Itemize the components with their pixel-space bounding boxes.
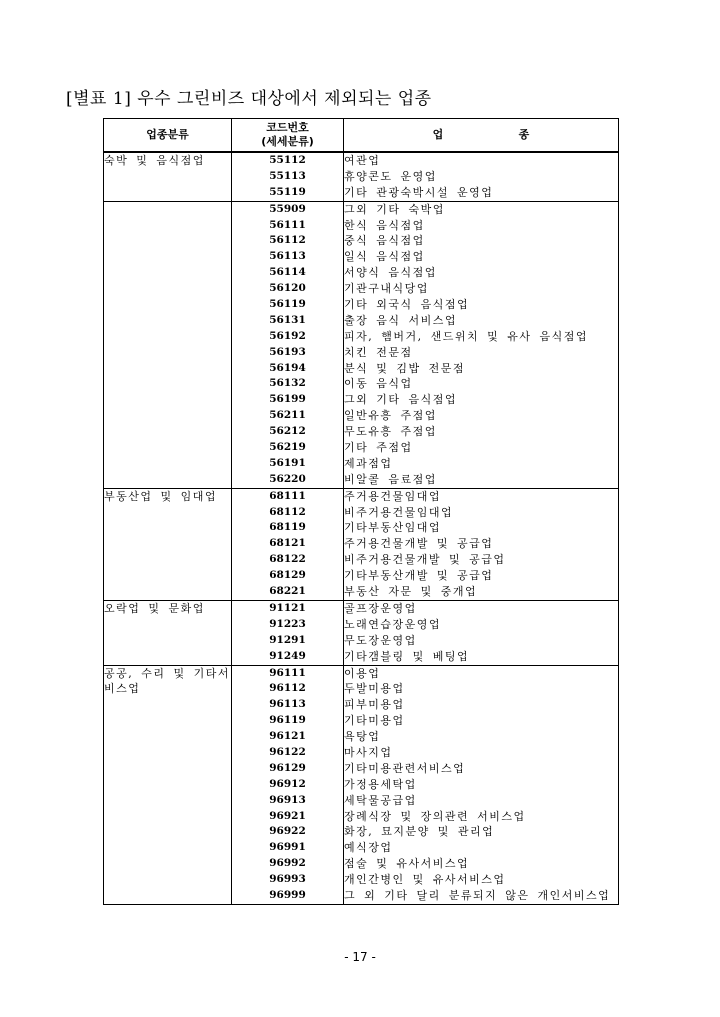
- industry-name: 개인간병인 및 유사서비스업: [344, 873, 506, 887]
- industry-name: 한식 음식점업: [344, 218, 425, 232]
- industry-code: 55909: [269, 202, 306, 215]
- industry-name: 주거용건물개발 및 공급업: [344, 537, 494, 551]
- group-row: [104, 600, 619, 665]
- industry-code: 56120: [269, 282, 306, 295]
- industry-name: 그 외 기타 달리 분류되지 않은 개인서비스업: [344, 888, 611, 902]
- industry-code: 56211: [269, 409, 306, 422]
- industry-name: 가정용세탁업: [344, 777, 417, 791]
- table-header-row: [104, 119, 619, 153]
- industry-code: 91223: [269, 617, 306, 630]
- code-cell: [232, 152, 344, 201]
- industry-name: 이동 음식업: [344, 377, 413, 391]
- industry-code: 56212: [269, 425, 306, 438]
- industry-name: 노래연습장운영업: [344, 617, 442, 631]
- industry-code: 68122: [269, 553, 306, 566]
- industry-name: 치킨 전문점: [344, 345, 413, 359]
- industry-name: 기타미용관련서비스업: [344, 761, 466, 775]
- industry-code: 56113: [269, 250, 306, 263]
- industry-name: 이용업: [344, 666, 381, 680]
- industry-name: 피부미용업: [344, 698, 405, 712]
- industry-name: 기타미용업: [344, 714, 405, 728]
- group-row: [104, 152, 619, 201]
- industry-code: 68111: [269, 489, 306, 502]
- industry-name-cell: [344, 152, 619, 201]
- header-code: [232, 119, 344, 153]
- industry-name-cell: [344, 665, 619, 904]
- industry-code: 56111: [269, 218, 306, 231]
- industry-code: 55119: [269, 185, 306, 198]
- industry-name: 서양식 음식점업: [344, 266, 437, 280]
- excluded-industries-table: [103, 118, 619, 905]
- industry-code: 96111: [269, 666, 306, 679]
- industry-name: 비주거용건물개발 및 공급업: [344, 553, 506, 567]
- industry-name-cell: [344, 488, 619, 600]
- code-cell: [232, 488, 344, 600]
- industry-name: 여관업: [344, 154, 381, 167]
- group-row: [104, 201, 619, 488]
- category-cell: 부동산업 및 임대업: [104, 488, 232, 600]
- industry-name: 예식장업: [344, 841, 393, 855]
- group-row: [104, 488, 619, 600]
- industry-name: 비알콜 음료점업: [344, 472, 437, 486]
- industry-name: 그외 기타 숙박업: [344, 202, 445, 216]
- industry-name: 두발미용업: [344, 682, 405, 696]
- industry-code: 56112: [269, 234, 306, 247]
- industry-code: 91121: [269, 601, 306, 614]
- industry-name: 제과점업: [344, 456, 393, 470]
- industry-code: 96992: [269, 857, 306, 870]
- industry-name: 장례식장 및 장의관련 서비스업: [344, 809, 526, 823]
- industry-code: 68129: [269, 569, 306, 582]
- industry-name: 피자, 햄버거, 샌드위치 및 유사 음식점업: [344, 329, 588, 343]
- industry-code: 96912: [269, 777, 306, 790]
- industry-name: 그외 기타 음식점업: [344, 393, 458, 407]
- category-cell: [104, 201, 232, 488]
- code-cell: [232, 600, 344, 665]
- industry-name: 기타부동산임대업: [344, 521, 442, 535]
- industry-name: 마사지업: [344, 745, 393, 759]
- industry-code: 56191: [269, 456, 306, 469]
- industry-code: 96122: [269, 745, 306, 758]
- industry-name: 주거용건물임대업: [344, 489, 442, 503]
- industry-code: 96113: [269, 698, 306, 711]
- industry-name: 기타 관광숙박시설 운영업: [344, 185, 494, 199]
- industry-name: 부동산 자문 및 중개업: [344, 585, 478, 599]
- industry-code: 56119: [269, 298, 306, 311]
- industry-code: 56219: [269, 441, 306, 454]
- industry-name-cell: [344, 201, 619, 488]
- industry-name: 기타갬블링 및 베팅업: [344, 649, 470, 663]
- industry-name: 기타 외국식 음식점업: [344, 298, 470, 312]
- industry-code: 96121: [269, 730, 306, 743]
- industry-code: 96913: [269, 793, 306, 806]
- industry-code: 68121: [269, 537, 306, 550]
- industry-code: 56192: [269, 329, 306, 342]
- industry-code: 68221: [269, 585, 306, 598]
- industry-code: 68119: [269, 521, 306, 534]
- industry-code: 96993: [269, 873, 306, 886]
- industry-code: 96112: [269, 682, 306, 695]
- industry-code: 91291: [269, 633, 306, 646]
- industry-name: 기관구내식당업: [344, 282, 429, 296]
- industry-name: 비주거용건물임대업: [344, 505, 454, 519]
- industry-name: 세탁물공급업: [344, 793, 417, 807]
- page-title: [별표 1] 우수 그린비즈 대상에서 제외되는 업종: [66, 89, 432, 109]
- industry-code: 56114: [269, 266, 306, 279]
- industry-code: 96119: [269, 714, 306, 727]
- industry-code: 56199: [269, 393, 306, 406]
- category-cell: 오락업 및 문화업: [104, 600, 232, 665]
- industry-code: 96922: [269, 825, 306, 838]
- industry-name-cell: [344, 600, 619, 665]
- industry-code: 56220: [269, 472, 306, 485]
- industry-code: 96129: [269, 761, 306, 774]
- industry-name: 중식 음식점업: [344, 234, 425, 248]
- header-code-line2: (세세분류): [261, 135, 314, 148]
- industry-code: 68112: [269, 505, 306, 518]
- page-number: - 17 -: [344, 950, 376, 964]
- code-cell: [232, 665, 344, 904]
- industry-code: 96999: [269, 888, 306, 901]
- header-category: 업종분류: [104, 119, 232, 153]
- industry-name: 화장, 묘지분양 및 관리업: [344, 825, 495, 839]
- industry-name: 분식 및 김밥 전문점: [344, 361, 465, 375]
- industry-code: 55113: [269, 169, 306, 182]
- industry-name: 기타부동산개발 및 공급업: [344, 569, 494, 583]
- industry-code: 96921: [269, 809, 306, 822]
- industry-name: 휴양콘도 운영업: [344, 169, 437, 183]
- industry-code: 55112: [269, 154, 306, 166]
- industry-code: 56132: [269, 377, 306, 390]
- industry-name: 무도유흥 주점업: [344, 425, 437, 439]
- category-cell: 공공, 수리 및 기타서비스업: [104, 665, 232, 904]
- group-row: [104, 665, 619, 904]
- header-industry-name: [344, 119, 619, 153]
- industry-name: 무도장운영업: [344, 633, 417, 647]
- industry-name: 출장 음식 서비스업: [344, 313, 458, 327]
- industry-name: 점술 및 유사서비스업: [344, 857, 470, 871]
- industry-code: 96991: [269, 841, 306, 854]
- industry-name: 기타 주점업: [344, 441, 413, 455]
- industry-name: 일식 음식점업: [344, 250, 425, 264]
- industry-code: 56131: [269, 313, 306, 326]
- code-cell: [232, 201, 344, 488]
- industry-name: 욕탕업: [344, 730, 381, 744]
- table-body: [104, 152, 619, 904]
- industry-name: 일반유흥 주점업: [344, 409, 437, 423]
- header-code-line1: 코드번호: [266, 121, 309, 134]
- industry-code: 56194: [269, 361, 306, 374]
- industry-code: 56193: [269, 345, 306, 358]
- header-name-char1: 업: [432, 128, 444, 141]
- industry-code: 91249: [269, 649, 306, 662]
- industry-name: 골프장운영업: [344, 601, 417, 615]
- category-cell: 숙박 및 음식점업: [104, 152, 232, 201]
- header-name-char2: 종: [518, 128, 530, 141]
